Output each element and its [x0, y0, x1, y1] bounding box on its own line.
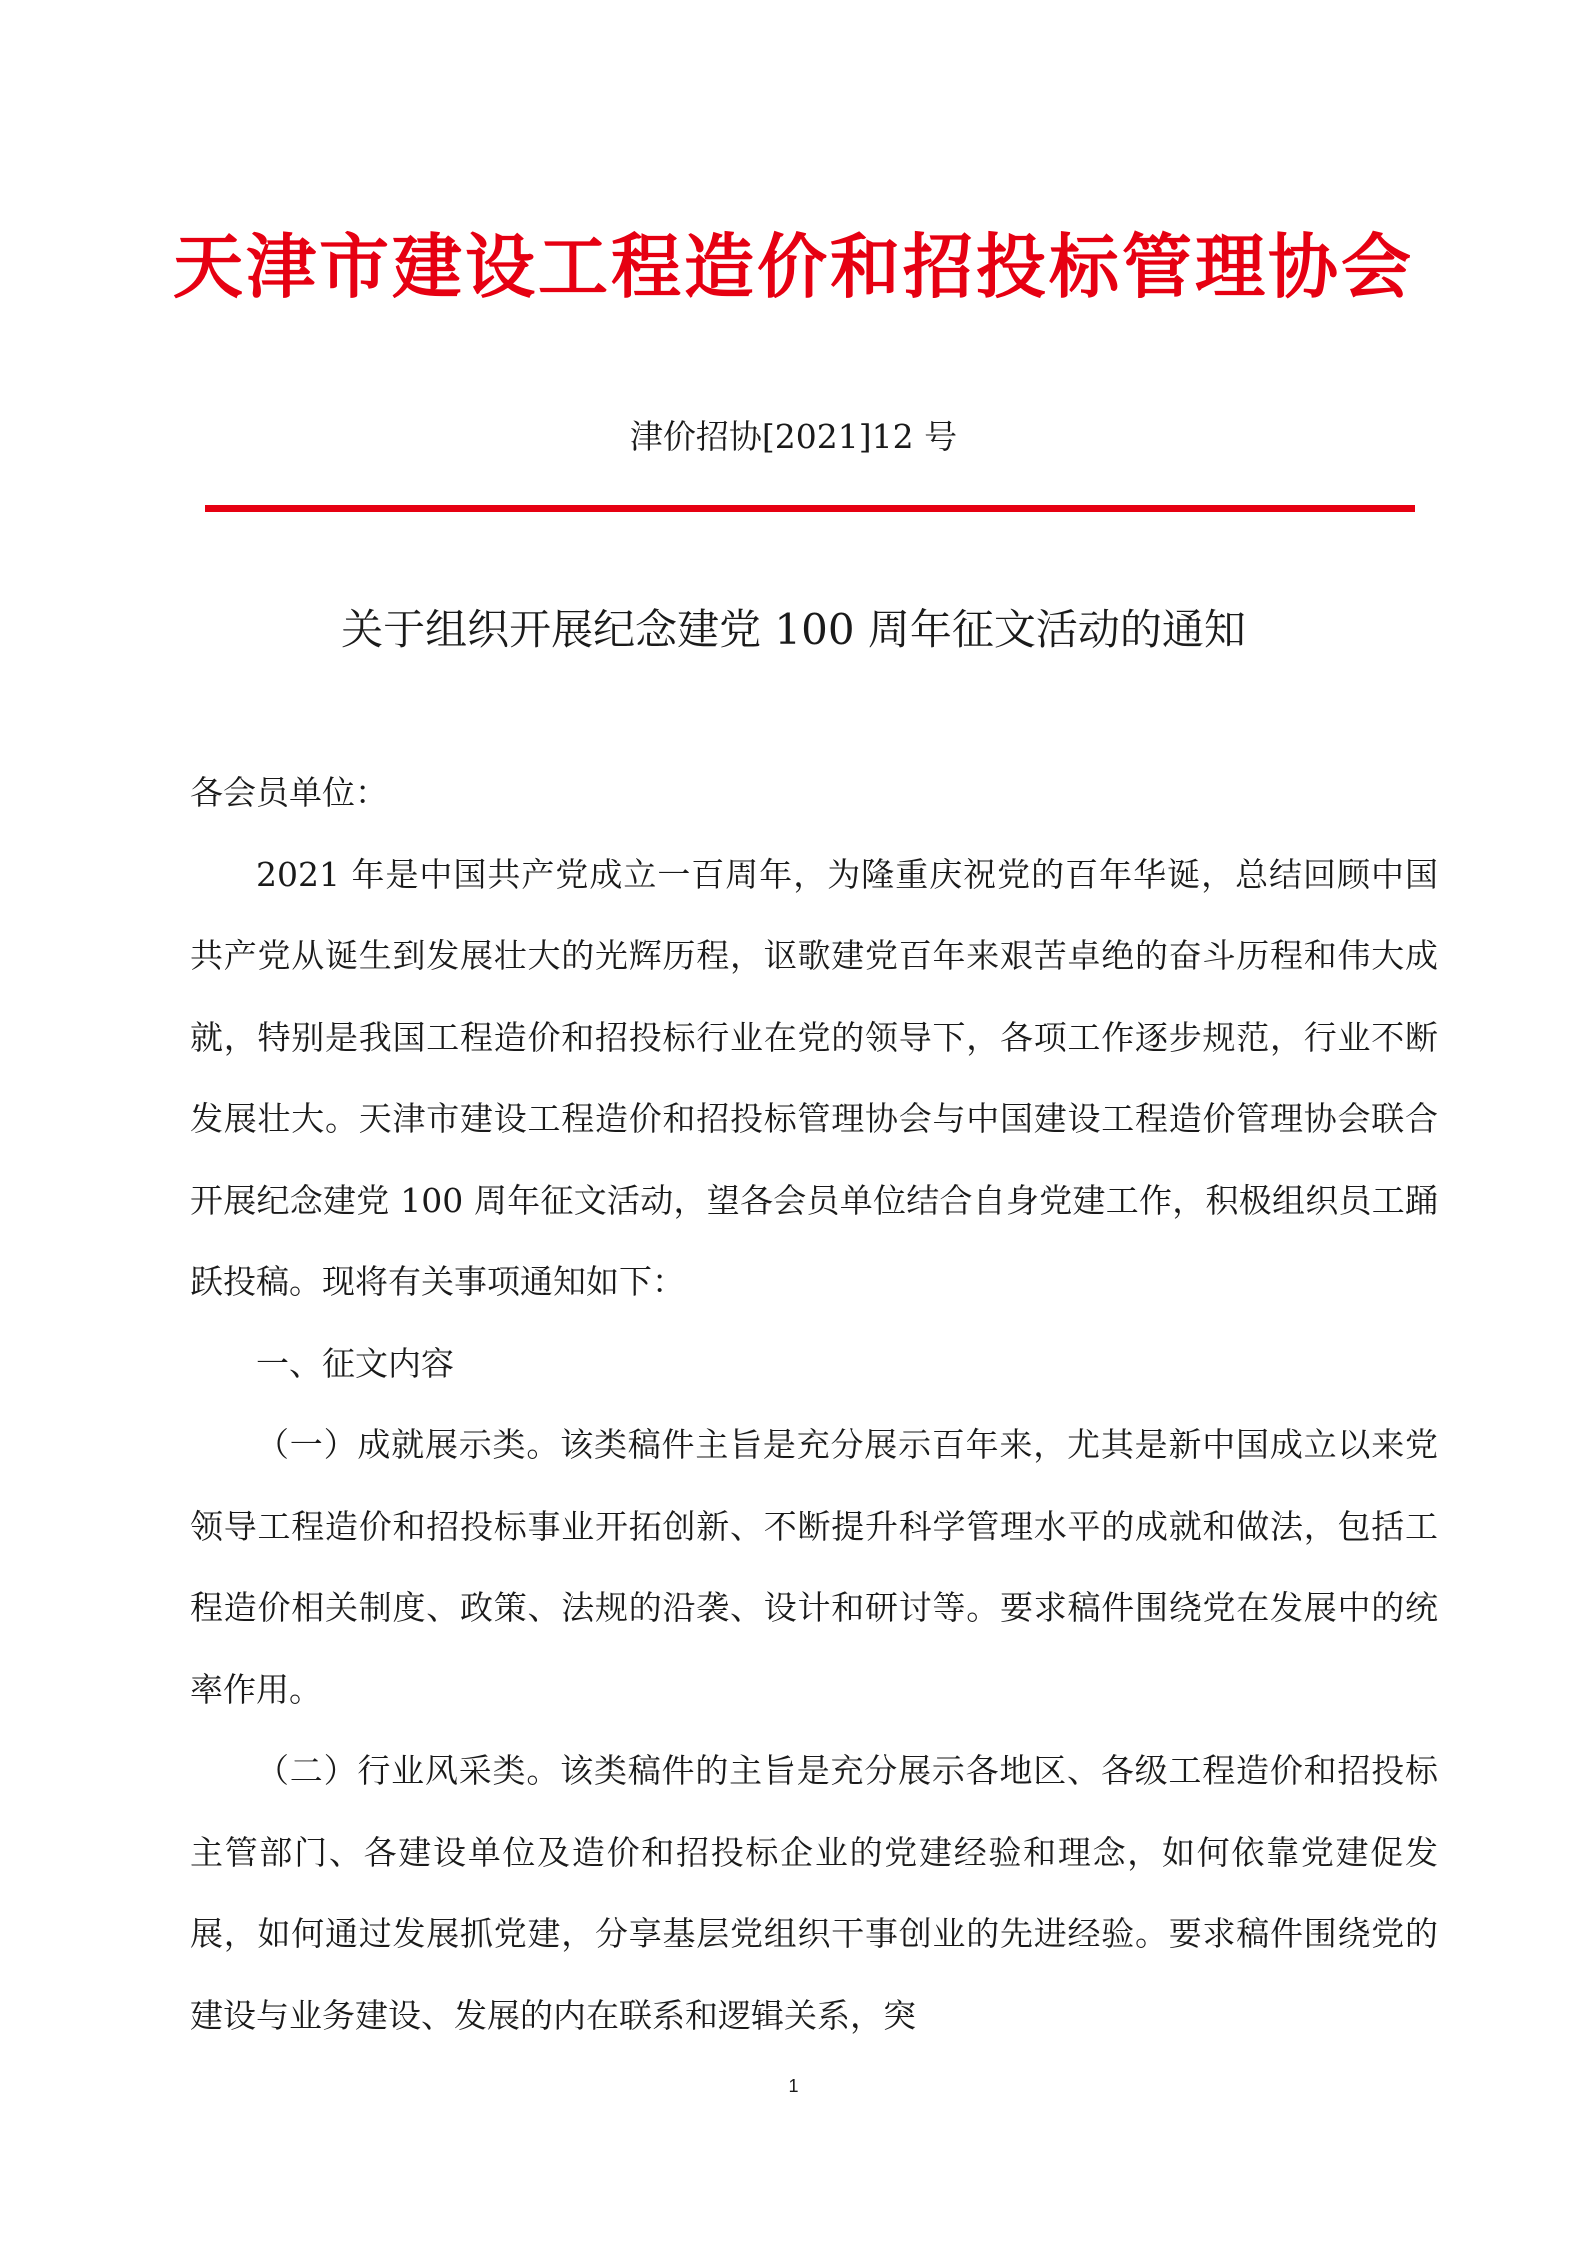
notice-title: 关于组织开展纪念建党 100 周年征文活动的通知 [341, 605, 1246, 654]
section-heading-content: 一、征文内容 [256, 1343, 454, 1383]
paragraph-intro: 2021 年是中国共产党成立一百周年，为隆重庆祝党的百年华诞，总结回顾中国共产党从诞生到发展壮大的光辉历程，讴歌建党百年来艰苦卓绝的奋斗历程和伟大成就，特别是我国工程造价和招投标行业在党的领导下，各项工作逐步规范，行业不断发展壮大。天津市建设工程造价和招投标管理协会与中国建设工程造价管理协会联合开展纪念建党 100 周年征文活动，望各会员单位结合自身党建工作，积极组织员工踊跃投稿。现将有关事项通知如下： [190, 854, 1438, 1301]
document-number: 津价招协[2021]12 号 [629, 417, 958, 456]
salutation: 各会员单位： [190, 773, 388, 812]
organization-header: 天津市建设工程造价和招投标管理协会 [173, 225, 1414, 308]
paragraph-achievement: （一）成就展示类。该类稿件主旨是充分展示百年来，尤其是新中国成立以来党领导工程造价和招投标事业开拓创新、不断提升科学管理水平的成就和做法，包括工程造价相关制度、政策、法规的沿袭、设计和研讨等。要求稿件围绕党在发展中的统率作用。 [190, 1425, 1438, 1709]
red-divider-line [205, 505, 1415, 512]
page-number: 1 [788, 2076, 799, 2096]
paragraph-industry: （二）行业风采类。该类稿件的主旨是充分展示各地区、各级工程造价和招投标主管部门、各建设单位及造价和招投标企业的党建经验和理念，如何依靠党建促发展，如何通过发展抓党建，分享基层党组织干事创业的先进经验。要求稿件围绕党的建设与业务建设、发展的内在联系和逻辑关系，突 [190, 1751, 1438, 2035]
notice-body [190, 752, 1438, 2056]
